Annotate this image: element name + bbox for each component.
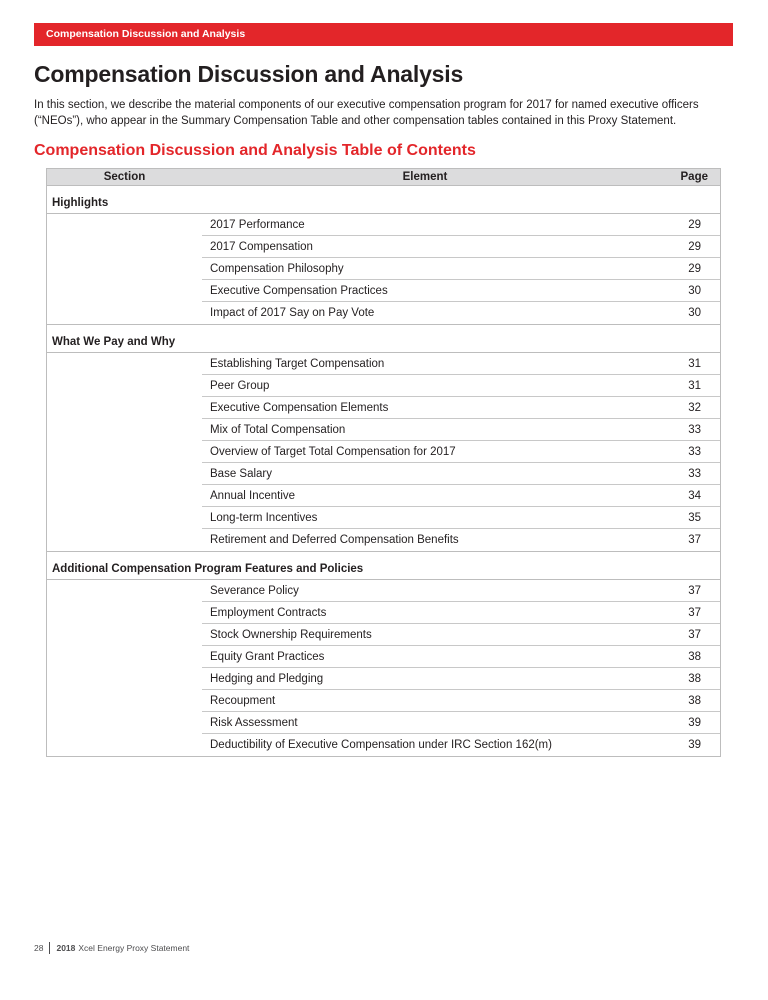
page-title: Compensation Discussion and Analysis [34, 61, 464, 87]
footer-page-number: 28 [34, 943, 44, 953]
element-name: Executive Compensation Practices [210, 285, 388, 297]
element-name: Compensation Philosophy [210, 263, 344, 275]
section-banner [34, 23, 733, 46]
toc-group-what-we-pay [47, 325, 720, 552]
toc-group-highlights [47, 186, 720, 325]
page-number: 32 [688, 402, 701, 414]
page-number: 37 [688, 607, 701, 619]
element-name: Base Salary [210, 468, 273, 480]
page-number: 29 [688, 263, 701, 275]
footer-publication: Xcel Energy Proxy Statement [78, 943, 190, 953]
footer-year: 2018 [56, 943, 76, 953]
section-label: What We Pay and Why [47, 325, 720, 353]
element-name: Risk Assessment [210, 717, 298, 729]
toc-row[interactable] [202, 353, 720, 375]
element-name: Equity Grant Practices [210, 651, 325, 663]
element-name: Long-term Incentives [210, 512, 318, 524]
element-name: Stock Ownership Requirements [210, 629, 372, 641]
element-name: Peer Group [210, 380, 270, 392]
page-number: 34 [688, 490, 701, 502]
toc-row[interactable] [202, 258, 720, 280]
page-number: 35 [688, 512, 701, 524]
element-name: Recoupment [210, 695, 276, 707]
toc-row[interactable] [202, 236, 720, 258]
toc-row[interactable] [202, 419, 720, 441]
column-header-page: Page [680, 171, 708, 183]
footer-divider [49, 942, 50, 954]
toc-row[interactable] [202, 463, 720, 485]
element-name: Impact of 2017 Say on Pay Vote [210, 307, 375, 319]
page-footer [34, 942, 189, 954]
element-name: Annual Incentive [210, 490, 296, 502]
toc-row[interactable] [202, 690, 720, 712]
page-number: 31 [688, 358, 701, 370]
toc-row[interactable] [202, 485, 720, 507]
element-name: 2017 Performance [210, 219, 305, 231]
page-number: 30 [688, 307, 701, 319]
element-name: Deductibility of Executive Compensation under IRC Section 162(m) [210, 739, 552, 751]
element-name: Establishing Target Compensation [210, 358, 385, 370]
toc-row[interactable] [202, 302, 720, 324]
toc-row[interactable] [202, 734, 720, 756]
page-number: 31 [688, 380, 701, 392]
toc-row[interactable] [202, 602, 720, 624]
column-header-element: Element [402, 171, 448, 183]
page-number: 39 [688, 739, 701, 751]
page-number: 38 [688, 673, 701, 685]
toc-row[interactable] [202, 441, 720, 463]
page-number: 38 [688, 651, 701, 663]
toc-row[interactable] [202, 646, 720, 668]
page-number: 29 [688, 219, 701, 231]
element-name: Executive Compensation Elements [210, 402, 389, 414]
page-number: 33 [688, 468, 701, 480]
toc-title: Compensation Discussion and Analysis Table of Contents [34, 142, 476, 159]
page-number: 38 [688, 695, 701, 707]
toc-row[interactable] [202, 712, 720, 734]
column-header-section: Section [103, 171, 146, 183]
section-banner-label: Compensation Discussion and Analysis [46, 28, 246, 40]
toc-row[interactable] [202, 668, 720, 690]
toc-row[interactable] [202, 624, 720, 646]
element-name: Hedging and Pledging [210, 673, 324, 685]
toc-row[interactable] [202, 280, 720, 302]
page-number: 33 [688, 446, 701, 458]
toc-header-row [47, 168, 720, 186]
toc-row[interactable] [202, 214, 720, 236]
page-number: 39 [688, 717, 701, 729]
element-name: Mix of Total Compensation [210, 424, 346, 436]
toc-row[interactable] [202, 580, 720, 602]
page-number: 30 [688, 285, 701, 297]
element-name: 2017 Compensation [210, 241, 313, 253]
section-label: Highlights [47, 186, 720, 214]
toc-group-additional-features [47, 552, 720, 756]
page-number: 33 [688, 424, 701, 436]
toc-row[interactable] [202, 507, 720, 529]
page-number: 29 [688, 241, 701, 253]
page-number: 37 [688, 534, 701, 546]
toc-row[interactable] [202, 397, 720, 419]
section-label: Additional Compensation Program Features and Policies [47, 552, 720, 580]
page-number: 37 [688, 585, 701, 597]
element-name: Severance Policy [210, 585, 299, 597]
element-name: Overview of Target Total Compensation for 2017 [210, 446, 456, 458]
toc-row[interactable] [202, 375, 720, 397]
page-number: 37 [688, 629, 701, 641]
element-name: Employment Contracts [210, 607, 327, 619]
toc-table [46, 168, 721, 757]
toc-row[interactable] [202, 529, 720, 551]
intro-paragraph: In this section, we describe the material components of our executive compensation program for 2017 for named executive officers (“NEOs”), who appear in the Summary Compensation Table and other compensation tables contained in this Proxy Statement. [34, 99, 699, 127]
element-name: Retirement and Deferred Compensation Benefits [210, 534, 459, 546]
